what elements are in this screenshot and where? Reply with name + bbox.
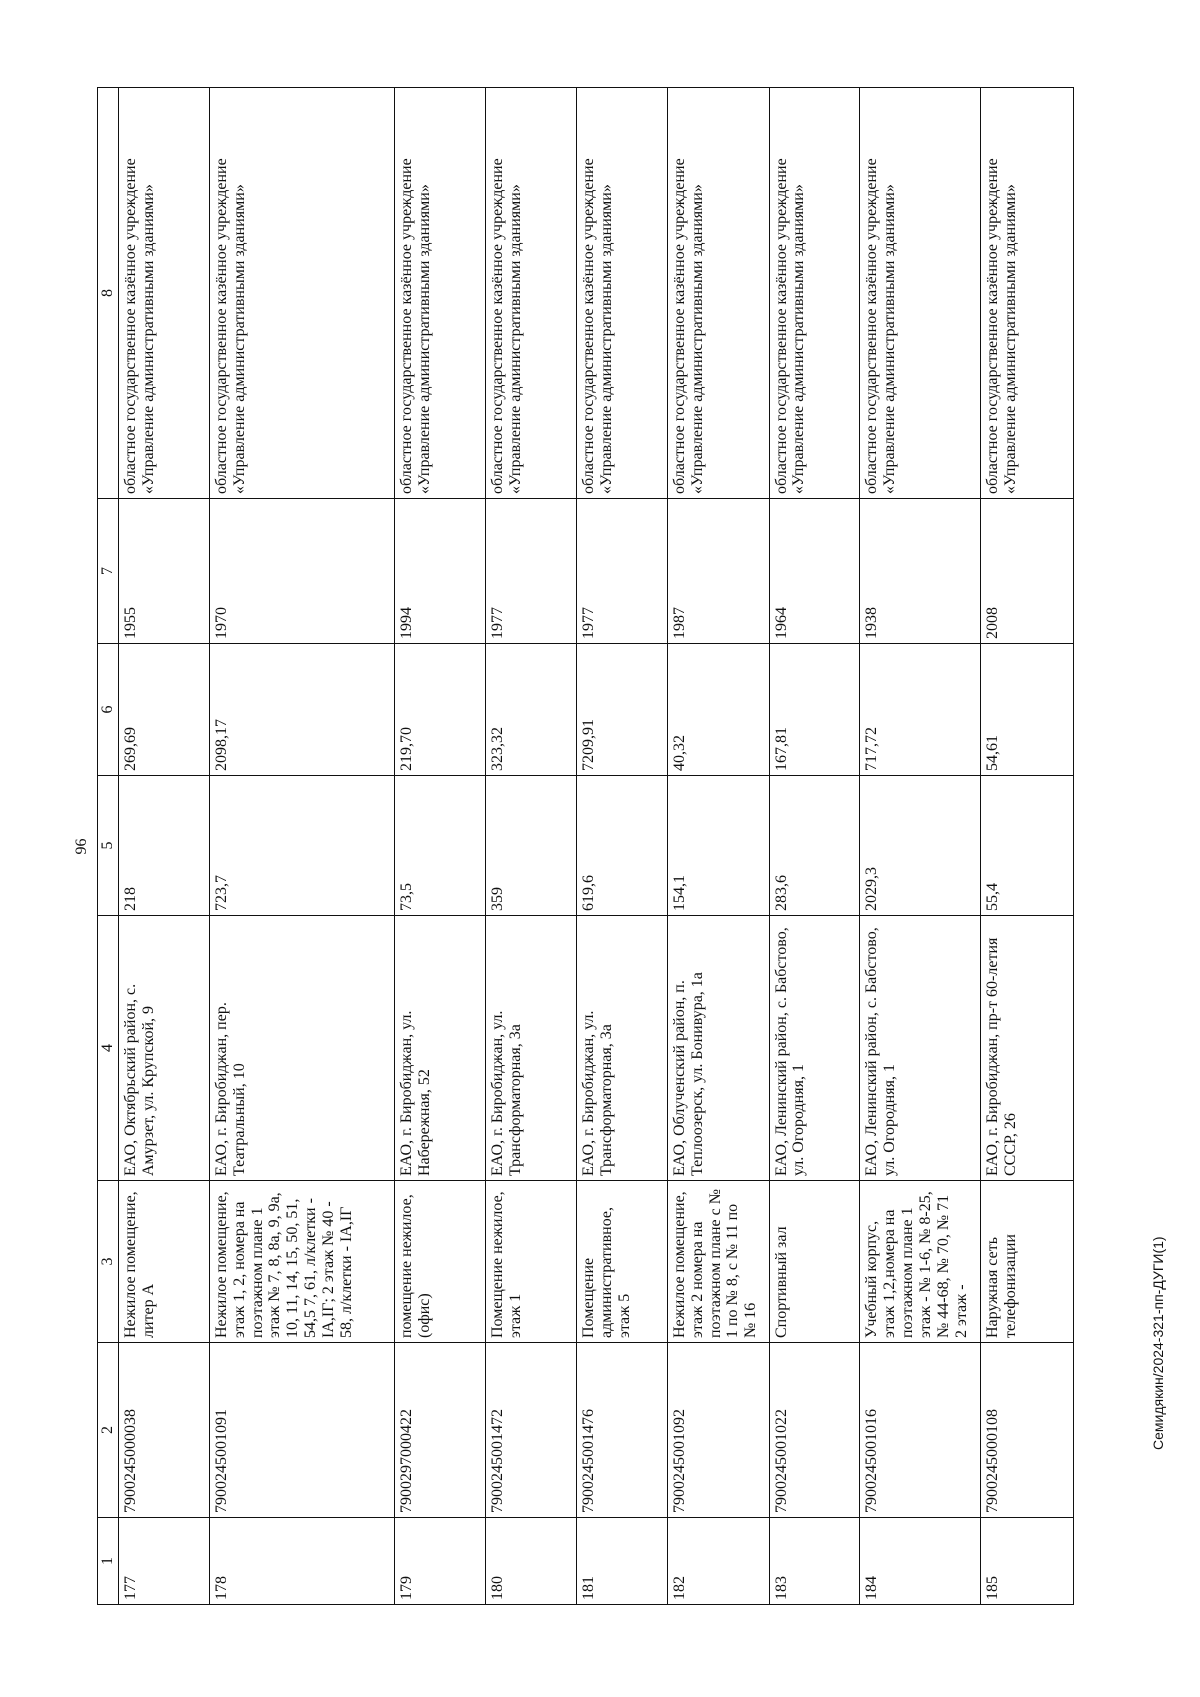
- object-name: Нежилое помещение, этаж 1, 2, номера на поэтажном плане 1 этаж № 7, 8, 8а, 9, 9а, 10, 11, 14, 15, 50, 51, 54,5 7, 61, л/клетки - IA,IГ; 2 этаж № 40 - 58, л/клетки - IA,IГ: [209, 1181, 395, 1343]
- rights-holder: областное государственное казённое учреждение «Управление административными зданиями»: [769, 88, 860, 499]
- row-number: 182: [667, 1518, 769, 1605]
- cadastral-number: 790024500109​1: [209, 1343, 395, 1518]
- construction-year: 1938: [860, 499, 981, 644]
- rights-holder: областное государственное казённое учреждение «Управление административными зданиями»: [667, 88, 769, 499]
- column-header-6: 6: [98, 644, 119, 776]
- rotated-page: [73, 88, 1074, 1605]
- object-address: ЕАО, г. Биробиджан, пр-т 60-летия СССР, 26: [981, 916, 1074, 1181]
- object-value: 7209,91: [576, 644, 667, 776]
- column-header-7: 7: [98, 499, 119, 644]
- object-address: ЕАО, Облученский район, п. Теплоозерск, ул. Бонивура, 1а: [667, 916, 769, 1181]
- object-name: Спортивный зал: [769, 1181, 860, 1343]
- object-area: 619,6: [576, 776, 667, 916]
- row-number: 181: [576, 1518, 667, 1605]
- object-area: 359: [486, 776, 577, 916]
- document-code: Семидякин/2024-321-пп-ДУГИ(1): [1150, 1236, 1166, 1450]
- table-row: [209, 88, 395, 1605]
- rights-holder: областное государственное казённое учреждение «Управление административными зданиями»: [209, 88, 395, 499]
- object-name: Помещение нежилое, этаж 1: [486, 1181, 577, 1343]
- object-name: Нежилое помещение, этаж 2 номера на поэтажном плане с № 1 по № 8, с № 11 по № 16: [667, 1181, 769, 1343]
- rights-holder: областное государственное казённое учреждение «Управление административными зданиями»: [395, 88, 486, 499]
- cadastral-number: 7900245001476: [576, 1343, 667, 1518]
- cadastral-number: 7900297000422: [395, 1343, 486, 1518]
- row-number: 177: [119, 1518, 210, 1605]
- column-header-3: 3: [98, 1181, 119, 1343]
- column-header-5: 5: [98, 776, 119, 916]
- construction-year: 1955: [119, 499, 210, 644]
- cadastral-number: 7900245000108: [981, 1343, 1074, 1518]
- row-number: 184: [860, 1518, 981, 1605]
- object-address: ЕАО, г. Биробиджан, ул. Набережная, 52: [395, 916, 486, 1181]
- object-value: 2098,17: [209, 644, 395, 776]
- row-number: 180: [486, 1518, 577, 1605]
- column-header-2: 2: [98, 1343, 119, 1518]
- row-number: 185: [981, 1518, 1074, 1605]
- rights-holder: областное государственное казённое учреждение «Управление административными зданиями»: [981, 88, 1074, 499]
- object-value: 219,70: [395, 644, 486, 776]
- object-value: 717,72: [860, 644, 981, 776]
- object-area: 154,1: [667, 776, 769, 916]
- cadastral-number: 7900245001016: [860, 1343, 981, 1518]
- construction-year: 1970: [209, 499, 395, 644]
- rights-holder: областное государственное казённое учреждение «Управление административными зданиями»: [119, 88, 210, 499]
- table-row: [667, 88, 769, 1605]
- object-name: Нежилое помещение, литер А: [119, 1181, 210, 1343]
- object-area: 283,6: [769, 776, 860, 916]
- construction-year: 1987: [667, 499, 769, 644]
- column-number-row: [98, 88, 119, 1605]
- object-address: ЕАО, г. Биробиджан, ул. Трансформаторная, 3а: [486, 916, 577, 1181]
- row-number: 183: [769, 1518, 860, 1605]
- object-area: 218: [119, 776, 210, 916]
- property-registry-table: [97, 87, 1074, 1605]
- object-address: ЕАО, г. Биробиджан, пер. Театральный, 10: [209, 916, 395, 1181]
- object-name: помещение нежилое, (офис): [395, 1181, 486, 1343]
- object-address: ЕАО, Ленинский район, с. Бабстово, ул. Огородняя, 1: [769, 916, 860, 1181]
- construction-year: 1977: [576, 499, 667, 644]
- object-area: 2029,3: [860, 776, 981, 916]
- cadastral-number: 7900245001022: [769, 1343, 860, 1518]
- object-value: 167,81: [769, 644, 860, 776]
- object-area: 723,7: [209, 776, 395, 916]
- object-area: 55,4: [981, 776, 1074, 916]
- table-row: [395, 88, 486, 1605]
- object-address: ЕАО, Октябрьский район, с. Амурзет, ул. Крупской, 9: [119, 916, 210, 1181]
- cadastral-number: 7900245001472: [486, 1343, 577, 1518]
- object-address: ЕАО, Ленинский район, с. Бабстово, ул. Огородняя, 1: [860, 916, 981, 1181]
- object-area: 73,5: [395, 776, 486, 916]
- table-row: [576, 88, 667, 1605]
- column-header-4: 4: [98, 916, 119, 1181]
- object-value: 269,69: [119, 644, 210, 776]
- cadastral-number: 79002450000​38: [119, 1343, 210, 1518]
- object-value: 323,32: [486, 644, 577, 776]
- column-header-1: 1: [98, 1518, 119, 1605]
- rights-holder: областное государственное казённое учреждение «Управление административными зданиями»: [486, 88, 577, 499]
- object-name: Учебный корпус, этаж 1,2,номера на поэтажном плане 1 этаж - № 1-6, № 8-25, № 44-68, № 70, № 71 2 этаж -: [860, 1181, 981, 1343]
- rights-holder: областное государственное казённое учреждение «Управление административными зданиями»: [860, 88, 981, 499]
- cadastral-number: 7900245001092: [667, 1343, 769, 1518]
- page-number: 96: [73, 838, 90, 855]
- construction-year: 2008: [981, 499, 1074, 644]
- table-row: [981, 88, 1074, 1605]
- row-number: 178: [209, 1518, 395, 1605]
- construction-year: 1977: [486, 499, 577, 644]
- object-value: 54,61: [981, 644, 1074, 776]
- table-row: [860, 88, 981, 1605]
- table-row: [769, 88, 860, 1605]
- column-header-8: 8: [98, 88, 119, 499]
- object-address: ЕАО, г. Биробиджан, ул. Трансформаторная, 3а: [576, 916, 667, 1181]
- row-number: 179: [395, 1518, 486, 1605]
- object-name: Наружная сеть телефонизации: [981, 1181, 1074, 1343]
- table-row: [119, 88, 210, 1605]
- rights-holder: областное государственное казённое учреждение «Управление административными зданиями»: [576, 88, 667, 499]
- object-value: 40,32: [667, 644, 769, 776]
- table-row: [486, 88, 577, 1605]
- object-name: Помещение административное, этаж 5: [576, 1181, 667, 1343]
- construction-year: 1994: [395, 499, 486, 644]
- construction-year: 1964: [769, 499, 860, 644]
